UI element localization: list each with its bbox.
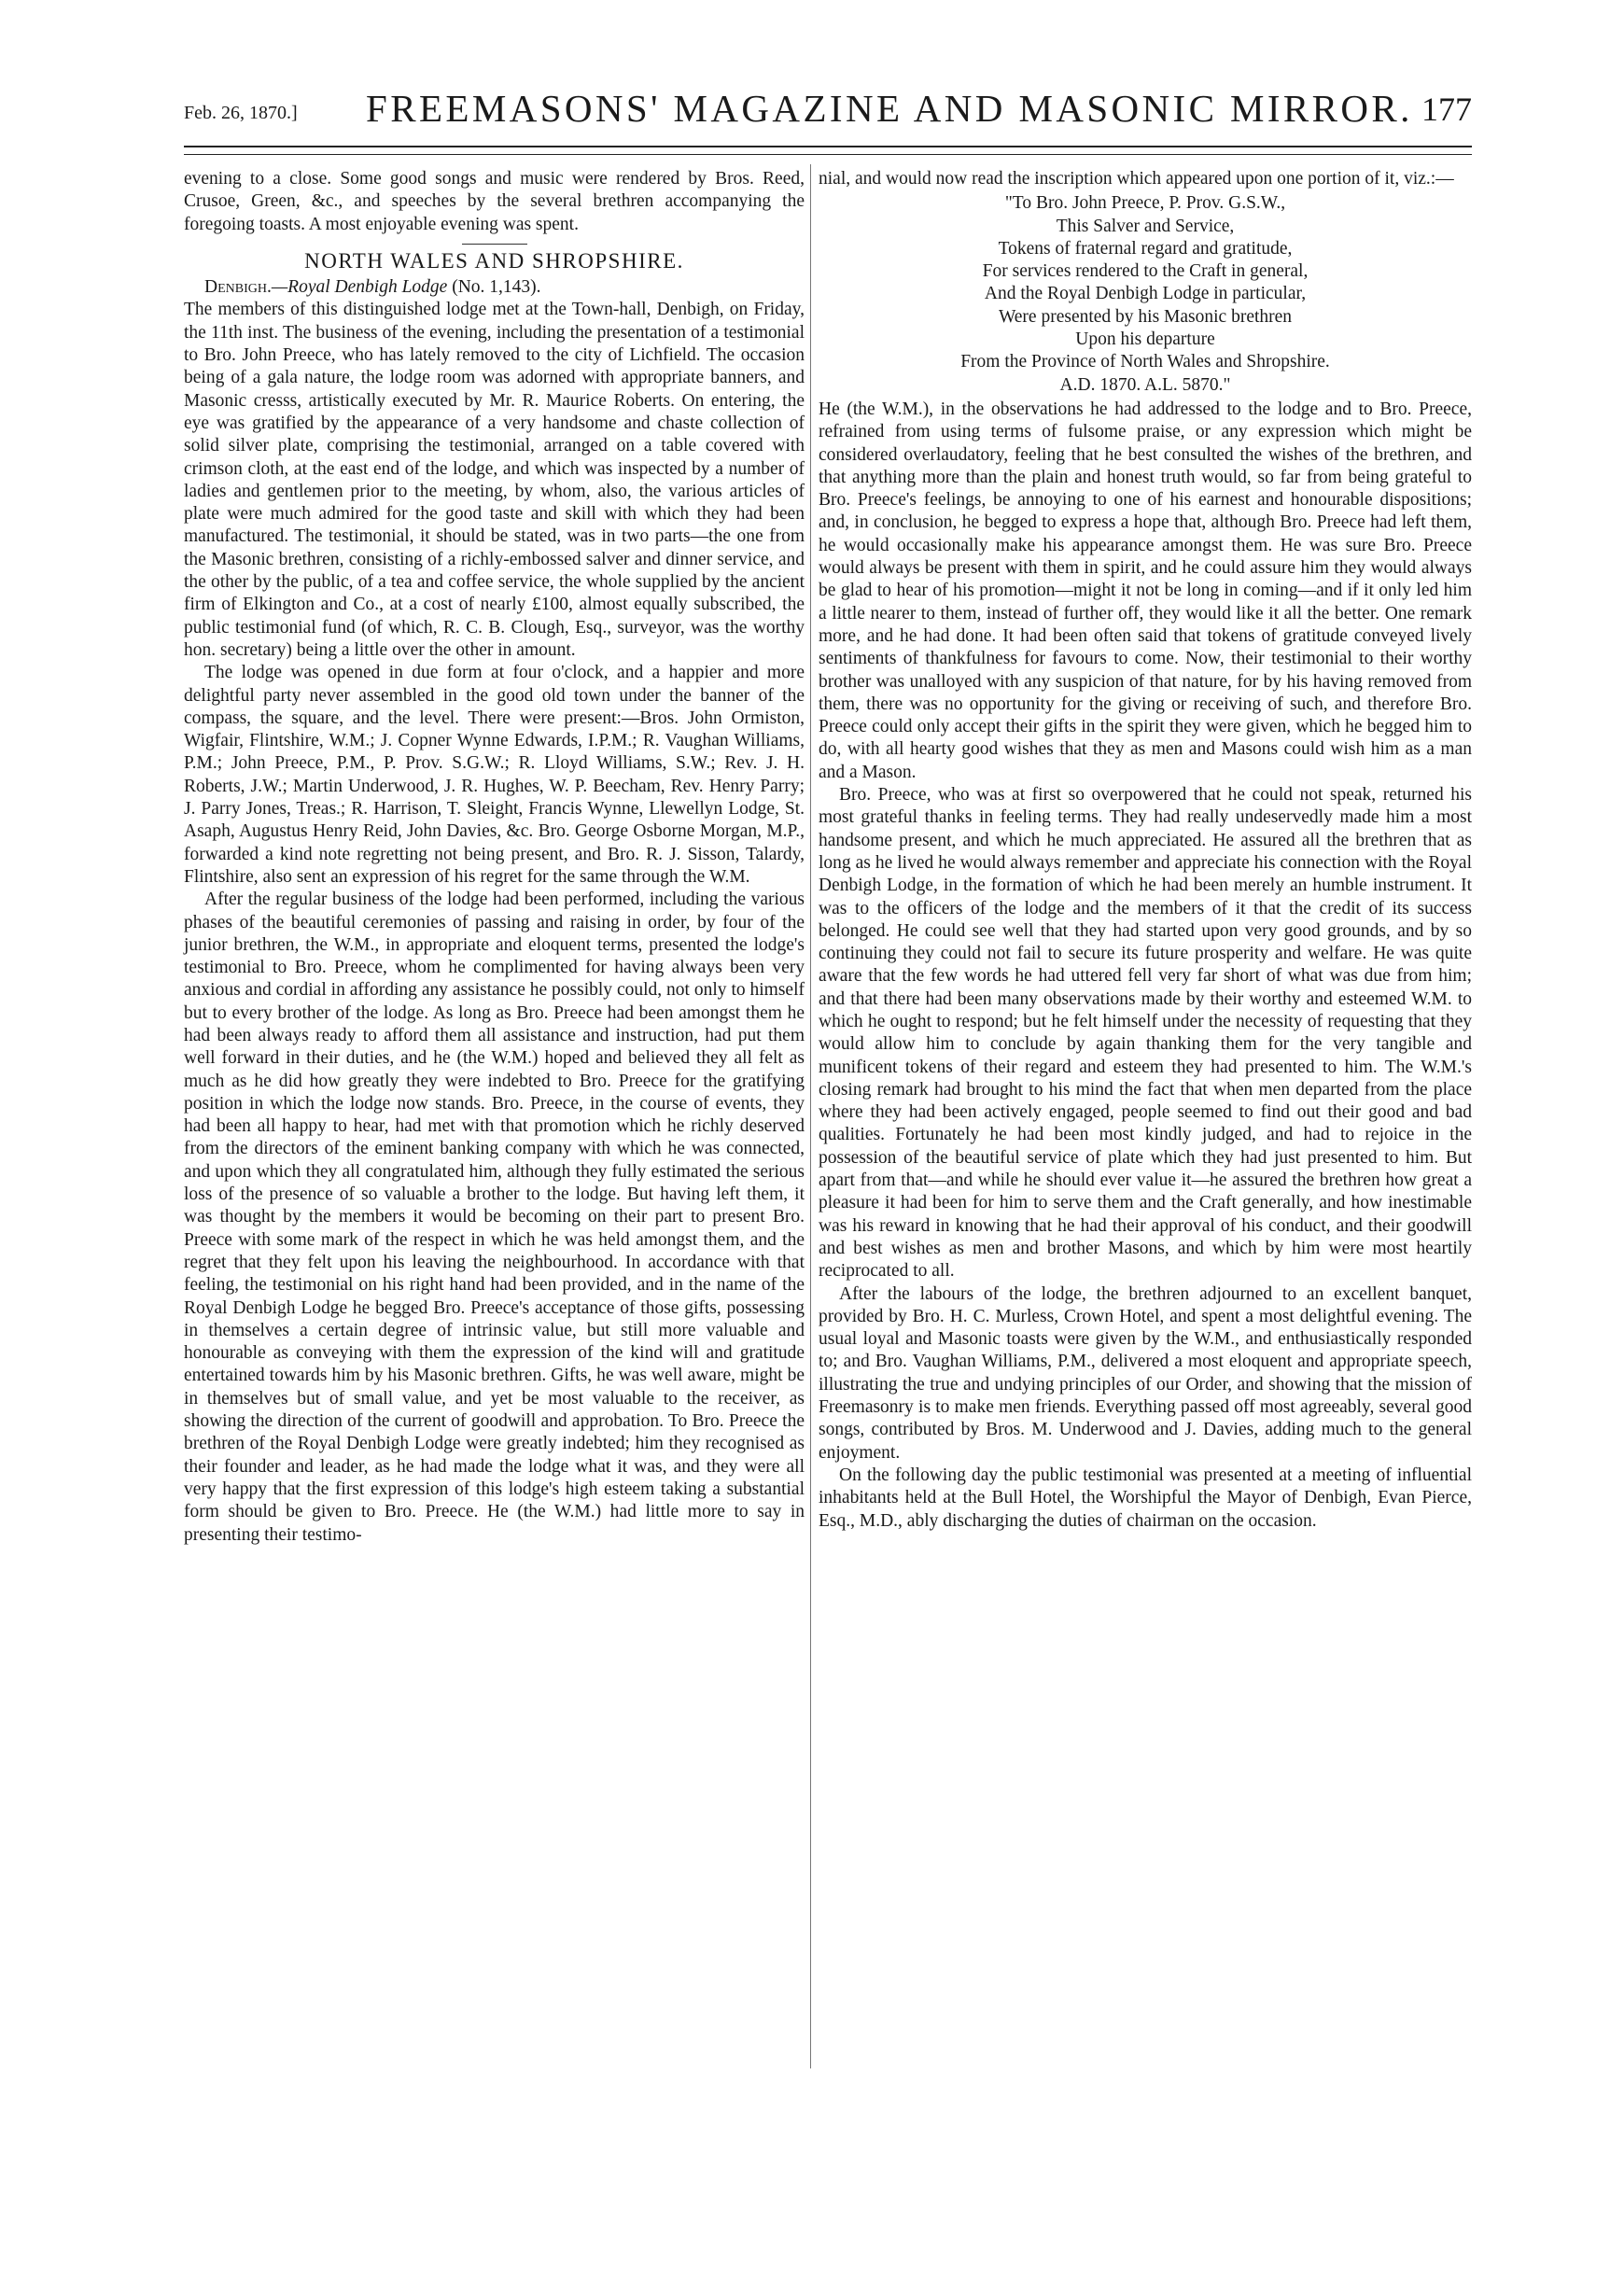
lodge-subheading <box>184 276 805 299</box>
article-paragraph: After the regular business of the lodge had been performed, including the various phases of the beautiful ceremonies of passing and raising in order, by four of the junior brethren, the W.M., in appropriate and eloquent terms, presented the lodge's testimonial to Bro. Preece, whom he complimented for having always been very anxious and cordial in affording any assistance he possibly could, not only to himself but to every brother of the lodge. As long as Bro. Preece had been amongst them he had been always ready to afford them all assistance and instruction, had put them well forward in their duties, and he (the W.M.) hoped and believed they all felt as much as he did how greatly they were indebted to Bro. Preece for the gratifying position in which the lodge now stands. Bro. Preece, in the course of events, they had been all happy to hear, had met with that promotion which he richly deserved from the directors of the eminent banking company with which he was connected, and upon which they all congratulated him, although they fully estimated the serious loss of the presence of so valuable a brother to the lodge. But having left them, it was thought by the members it would be becoming on their part to present Bro. Preece with some mark of the respect in which he was held amongst them, and the regret that they felt upon his leaving the neighbourhood. In accordance with that feeling, the testimonial on his right hand had been provided, and in the name of the Royal Denbigh Lodge he begged Bro. Preece's acceptance of those gifts, possessing in themselves a certain degree of intrinsic value, but still more valuable and honourable as conveying with them the expression of the kind will and gratitude entertained towards him by his Masonic brethren. Gifts, he was well aware, might be in themselves but of small value, and yet be most valuable to the receiver, as showing the direction of the current of goodwill and approbation. To Bro. Preece the brethren of the Royal Denbigh Lodge were greatly indebted; him they recognised as their founder and leader, as he had made the lodge what it was, and they were all very happy that the first expression of this lodge's high esteem taking a substantial form should be given to Bro. Preece. He (the W.M.) had little more to say in presenting their testimo- <box>184 890 805 1545</box>
lodge-number: (No. 1,143). <box>447 277 541 298</box>
issue-date: Feb. 26, 1870.] <box>184 103 298 123</box>
inscription-line: A.D. 1870. A.L. 5870." <box>1059 374 1231 395</box>
column-divider <box>810 164 811 2068</box>
inscription-line: From the Province of North Wales and Shropshire. <box>960 352 1330 372</box>
article-paragraph: The members of this distinguished lodge met at the Town-hall, Denbigh, on Friday, the 11th inst. The business of the evening, including the presentation of a testimonial to Bro. John Preece, who has lately removed to the city of Lichfield. The occasion being of a gala nature, the lodge room was adorned with appropriate banners, and Masonic cresss, artistically executed by Mr. R. Maurice Roberts. On entering, the eye was gratified by the appearance of a very handsome and chaste collection of solid silver plate, comprising the testimonial, arranged on a table covered with crimson cloth, at the east end of the lodge, and which was inspected by a number of ladies and gentlemen prior to the meeting, by whom, also, the various articles of plate were much admired for the good taste and skill with which they had been manufactured. The testimonial, it should be stated, was in two parts—the one from the Masonic brethren, consisting of a richly-embossed salver and dinner service, and the other by the public, of a tea and coffee service, the whole supplied by the ancient firm of Elkington and Co., at a cost of nearly £100, almost equally subscribed, the public testimonial fund (of which, R. C. B. Clough, Esq., surveyor, was the worthy hon. secretary) being a little over the other in amount. <box>184 300 805 660</box>
header-rule-thin <box>184 154 1472 155</box>
inscription <box>819 192 1472 397</box>
lodge-place: Denbigh. <box>204 277 272 298</box>
right-column <box>819 168 1472 1533</box>
lodge-name: —Royal Denbigh Lodge <box>271 277 448 298</box>
opening-paragraph: evening to a close. Some good songs and music were rendered by Bros. Reed, Crusoe, Green, &c., and speeches by the several brethren accompanying the foregoing toasts. A most enjoyable evening was spent. <box>184 169 805 234</box>
article-paragraph: nial, and would now read the inscription which appeared upon one portion of it, viz.:— <box>819 169 1454 189</box>
page-header <box>184 84 1472 140</box>
header-rule-thick <box>184 146 1472 147</box>
article-paragraph: He (the W.M.), in the observations he had addressed to the lodge and to Bro. Preece, refrained from using terms of fulsome praise, or any expression which might be considered overlaudatory, feeling that he best consulted the wishes of the brethren, and that anything more than the plain and honest truth would, so far from being grateful to Bro. Preece's feelings, be annoying to one of his earnest and honourable dispositions; and, in conclusion, he begged to express a hope that, although Bro. Preece had left them, he would occasionally make his appearance amongst them. He was sure Bro. Preece would always be present with them in spirit, and he could assure him they would always be glad to hear of his promotion—might it not be long in coming—and if it only led him a little nearer to them, instead of further off, they would like it all the better. One remark more, and he had done. It had been often said that tokens of gratitude conveyed lively sentiments of thankfulness for favours to come. Now, their testimonial to their worthy brother was unalloyed with any suspicion of that nature, for by his having removed from them, there was no opportunity for the giving or receiving of such, and therefore Bro. Preece could only accept their gifts in the spirit they were given, which he begged him to do, with all hearty good wishes that they as men and Masons could wish him as a man and a Mason. <box>819 399 1472 782</box>
magazine-title: FREEMASONS' MAGAZINE AND MASONIC MIRROR. <box>366 87 1413 130</box>
inscription-line: Tokens of fraternal regard and gratitude, <box>998 238 1293 259</box>
section-heading: NORTH WALES AND SHROPSHIRE. <box>304 248 684 273</box>
section-divider <box>462 244 527 245</box>
inscription-line: For services rendered to the Craft in general, <box>982 261 1309 282</box>
inscription-line: And the Royal Denbigh Lodge in particular, <box>984 284 1307 304</box>
article-paragraph: Bro. Preece, who was at first so overpowered that he could not speak, returned his most grateful thanks in feeling terms. They had really undeservedly made him a most handsome present, and which he much appreciated. He assured all the brethren that as long as he lived he would always remember and appreciate his connection with the Royal Denbigh Lodge, in the formation of which he had been merely an humble instrument. It was to the officers of the lodge and the members of it that the credit of its success belonged. He could see well that they had started upon very good grounds, and by so continuing they could not fail to secure its future prosperity and welfare. He was quite aware that the few words he had uttered fell very far short of what was due from him; and that there had been many observations made by their worthy and esteemed W.M. to which he ought to respond; but he felt himself under the necessity of requesting that they would allow him to conclude by again thanking them for the very tangible and munificent tokens of their regard and esteem they had presented to him. The W.M.'s closing remark had brought to his mind the fact that when men departed from the place where they had been actively engaged, people seemed to find out their good and bad qualities. Fortunately he had been most kindly judged, and had to rejoice in the possession of the beautiful service of plate which they had just presented to him. But apart from that—and while he should ever value it—he assured the brethren how great a pleasure it had been for him to serve them and the Craft generally, and how inestimable was his reward in knowing that he had their approval of his conduct, and their goodwill and best wishes as men and brother Masons, and which by him were most heartily reciprocated to all. <box>819 785 1472 1282</box>
inscription-line: Upon his departure <box>1075 329 1215 350</box>
page-number: 177 <box>1421 91 1472 128</box>
article-paragraph: The lodge was opened in due form at four o'clock, and a happier and more delightful party never assembled in the good old town under the banner of the compass, the square, and the level. There were present:—Bros. John Ormiston, Wigfair, Flintshire, W.M.; J. Copner Wynne Edwards, I.P.M.; R. Vaughan Williams, P.M.; John Preece, P.M., P. Prov. S.G.W.; R. Lloyd Williams, S.W.; Rev. J. H. Roberts, J.W.; Martin Underwood, J. R. Hughes, W. P. Beecham, Rev. Henry Parry; J. Parry Jones, Treas.; R. Harrison, T. Sleight, Francis Wynne, Llewellyn Lodge, St. Asaph, Augustus Henry Reid, John Davies, &c. Bro. George Osborne Morgan, M.P., forwarded a kind note regretting not being present, and Bro. R. J. Sisson, Talardy, Flintshire, also sent an expression of his regret for the same through the W.M. <box>184 663 805 887</box>
article-paragraph: On the following day the public testimonial was presented at a meeting of influential inhabitants held at the Bull Hotel, the Worshipful the Mayor of Denbigh, Evan Pierce, Esq., M.D., ably discharging the duties of chairman on the occasion. <box>819 1465 1472 1531</box>
inscription-line: Were presented by his Masonic brethren <box>998 306 1293 327</box>
article-paragraph: After the labours of the lodge, the brethren adjourned to an excellent banquet, provided by Bro. H. C. Murless, Crown Hotel, and spent a most delightful evening. The usual loyal and Masonic toasts were given by the W.M., and enthusiastically responded to; and Bro. Vaughan Williams, P.M., delivered a most eloquent and appropriate speech, illustrating the true and undying principles of our Order, and showing that the mission of Freemasonry is to make men friends. Everything passed off most agreeably, several good songs, contributed by Bros. M. Underwood and J. Davies, adding much to the general enjoyment. <box>819 1283 1472 1463</box>
left-column <box>184 168 805 1547</box>
inscription-line: This Salver and Service, <box>1056 216 1235 236</box>
inscription-line: "To Bro. John Preece, P. Prov. G.S.W., <box>1004 193 1286 214</box>
